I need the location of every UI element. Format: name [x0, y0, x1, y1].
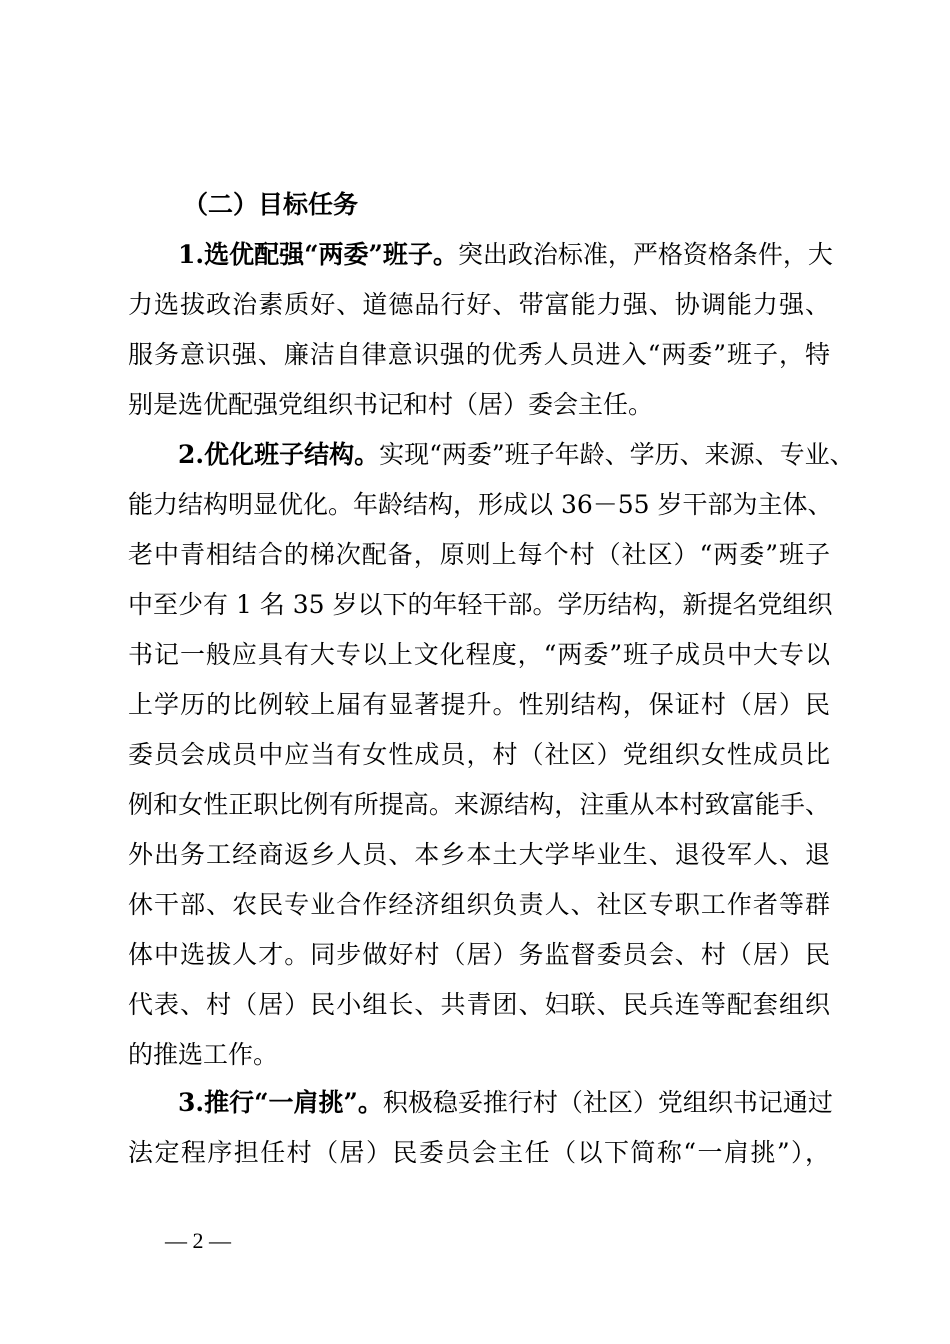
text-line — [178, 230, 833, 280]
text-line — [128, 480, 833, 530]
line-text: 的推选工作。 — [128, 1040, 279, 1069]
line-text: 能力结构明显优化。年龄结构，形成以 36－55 岁干部为主体、 — [128, 490, 833, 519]
item-title: 1.选优配强“两委”班子。 — [178, 240, 458, 269]
item-title: 3.推行“一肩挑”。 — [178, 1088, 383, 1117]
text-line — [128, 730, 830, 780]
text-line — [128, 580, 833, 630]
line-text: 老中青相结合的梯次配备，原则上每个村（社区）“两委”班子 — [128, 540, 830, 569]
text-line — [128, 330, 830, 380]
line-text: 体中选拔人才。同步做好村（居）务监督委员会、村（居）民 — [128, 940, 830, 969]
page-number: — 2 — — [165, 1228, 231, 1253]
section-heading: （二）目标任务 — [183, 190, 359, 219]
text-line — [128, 280, 830, 330]
line-text: 休干部、农民专业合作经济组织负责人、社区专职工作者等群 — [128, 890, 830, 919]
line-text: 中至少有 1 名 35 岁以下的年轻干部。学历结构，新提名党组织 — [128, 590, 833, 619]
line-text: 实现“两委”班子年龄、学历、来源、专业、 — [379, 440, 855, 469]
text-line — [128, 980, 830, 1030]
item-title: 2.优化班子结构。 — [178, 440, 380, 469]
text-line — [128, 830, 830, 880]
text-line — [128, 780, 830, 830]
text-line — [128, 630, 830, 680]
text-line — [178, 430, 855, 480]
line-text: 力选拔政治素质好、道德品行好、带富能力强、协调能力强、 — [128, 290, 830, 319]
line-text: 积极稳妥推行村（社区）党组织书记通过 — [382, 1088, 833, 1117]
text-line — [128, 680, 830, 730]
line-text: 法定程序担任村（居）民委员会主任（以下简称“一肩挑”）， — [128, 1138, 830, 1167]
text-line — [128, 1128, 830, 1178]
text-line — [128, 880, 830, 930]
line-text: 委员会成员中应当有女性成员，村（社区）党组织女性成员比 — [128, 740, 830, 769]
line-text: 别是选优配强党组织书记和村（居）委会主任。 — [128, 390, 654, 419]
line-text: 外出务工经商返乡人员、本乡本土大学毕业生、退役军人、退 — [128, 840, 830, 869]
line-text: 突出政治标准，严格资格条件，大 — [457, 240, 833, 269]
text-line — [128, 380, 830, 430]
text-line — [128, 930, 830, 980]
line-text: 书记一般应具有大专以上文化程度，“两委”班子成员中大专以 — [128, 640, 830, 669]
line-text: 服务意识强、廉洁自律意识强的优秀人员进入“两委”班子，特 — [128, 340, 830, 369]
line-text: 上学历的比例较上届有显著提升。性别结构，保证村（居）民 — [128, 690, 830, 719]
text-line — [128, 530, 830, 580]
line-text: 代表、村（居）民小组长、共青团、妇联、民兵连等配套组织 — [128, 990, 830, 1019]
line-text: 例和女性正职比例有所提高。来源结构，注重从本村致富能手、 — [128, 790, 830, 819]
text-line — [178, 1078, 833, 1128]
text-line — [128, 1030, 830, 1080]
